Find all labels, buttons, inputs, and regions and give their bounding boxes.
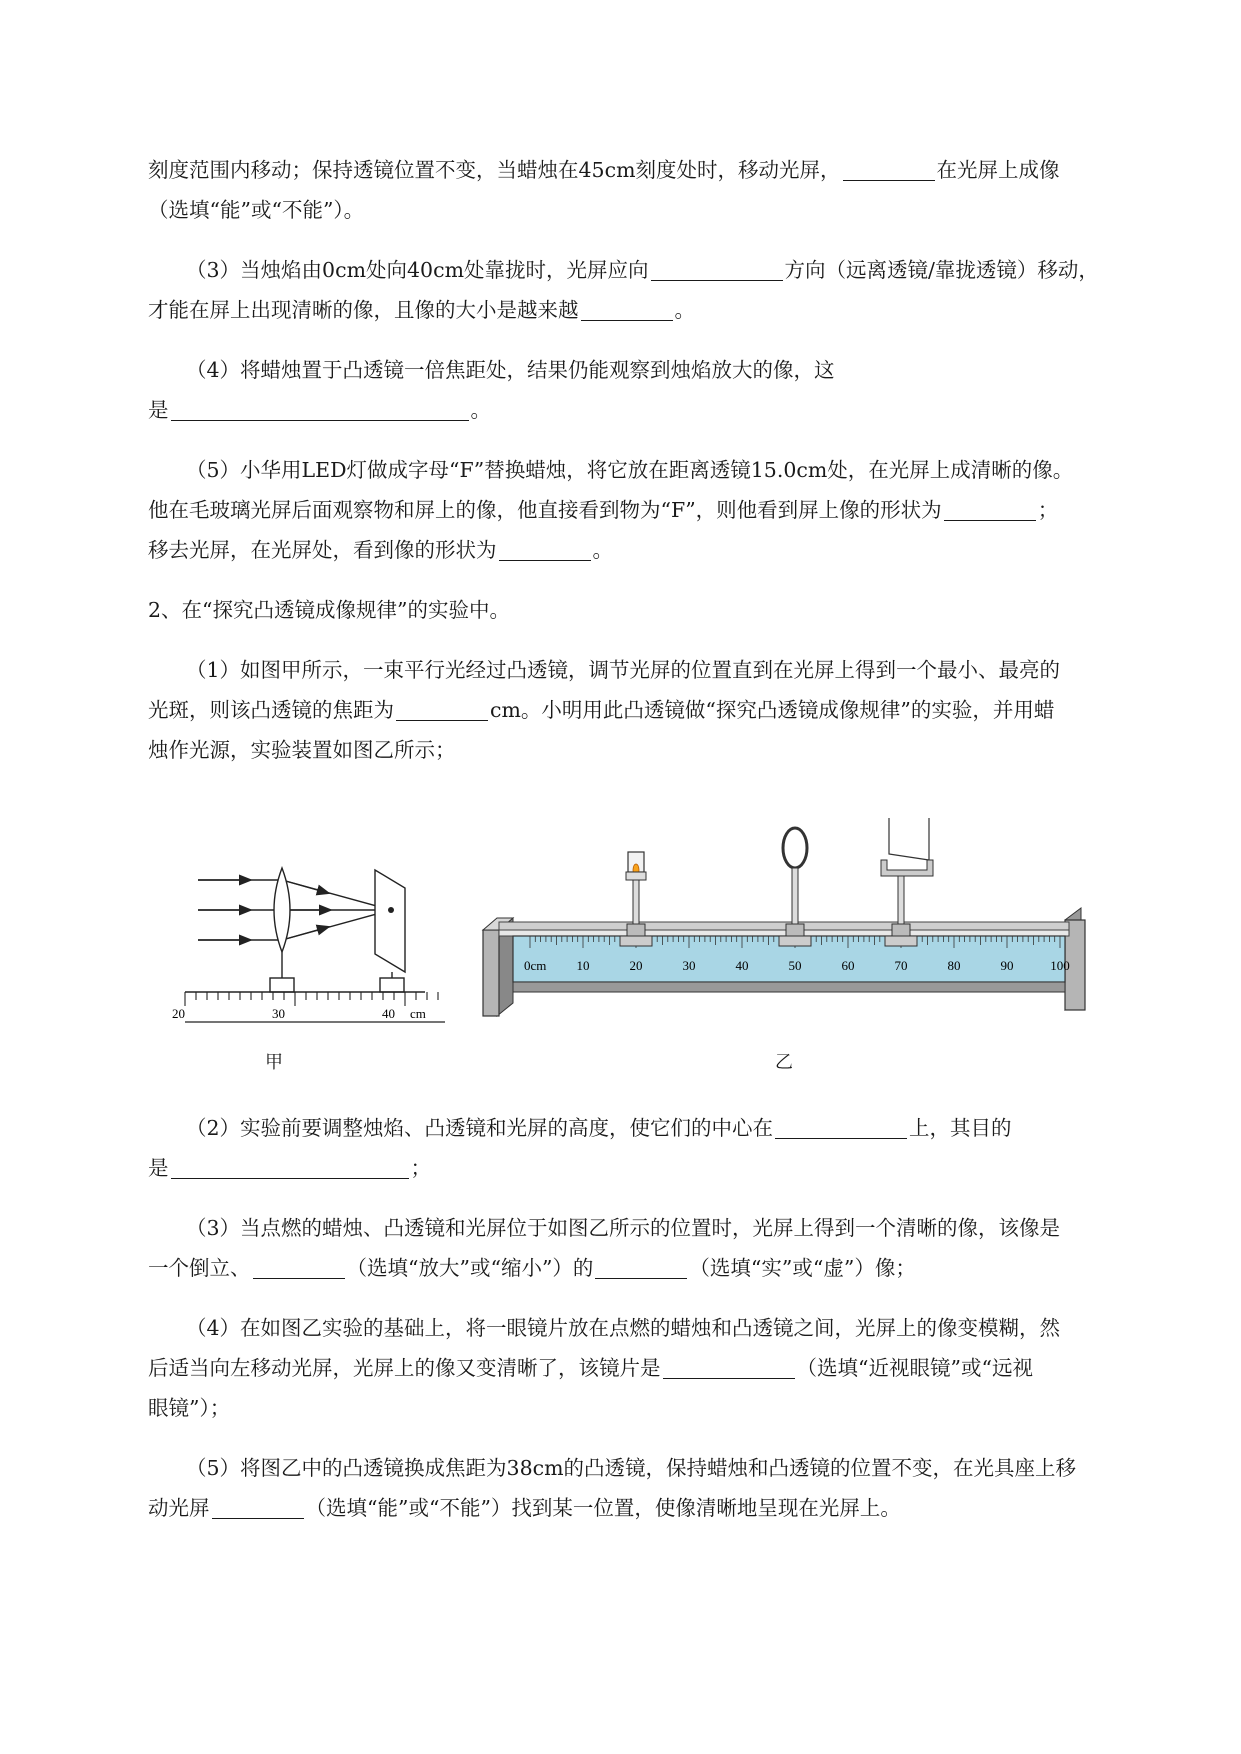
answer-blank[interactable] — [212, 1496, 304, 1519]
q1-p3-text-c: 才能在屏上出现清晰的像，且像的大小是越来越 — [148, 298, 579, 322]
q1-p3-line2 — [148, 290, 1164, 330]
q2-p5-text-a: （5）将图乙中的凸透镜换成焦距为38cm的凸透镜，保持蜡烛和凸透镜的位置不变，在光具座上移 — [186, 1456, 1077, 1480]
q2-p4-line1 — [148, 1308, 1202, 1348]
q1-p5-text-a: （5）小华用LED灯做成字母“F”替换蜡烛，将它放在距离透镜15.0cm处，在光屏上成清晰的像。 — [186, 458, 1074, 482]
q2-p3-text-b: 一个倒立、 — [148, 1256, 251, 1280]
q2-p2-text-c: 是 — [148, 1156, 169, 1180]
q2-p3-text-d: （选填“实”或“虚”）像； — [689, 1256, 916, 1280]
ruler-tick-label: 20 — [629, 958, 643, 973]
q2-p4-text-c: （选填“近视眼镜”或“远视 — [796, 1356, 1033, 1380]
jia-tick-label: 20 — [172, 1006, 185, 1021]
q2-p4-text-b: 后适当向左移动光屏，光屏上的像又变清晰了，该镜片是 — [148, 1356, 661, 1380]
q2-p5-text-b: 动光屏 — [148, 1496, 210, 1520]
q2-p4-text-d: 眼镜”）； — [148, 1396, 231, 1420]
answer-blank[interactable] — [396, 698, 488, 721]
figure-jia — [170, 860, 460, 1040]
q2-p5-line1 — [148, 1448, 1202, 1488]
answer-blank[interactable] — [595, 1256, 687, 1279]
answer-blank[interactable] — [944, 498, 1036, 521]
q2-p2-text-d: ； — [410, 1156, 431, 1180]
jia-tick-label: 40 — [382, 1006, 395, 1021]
q2-p4-line2 — [148, 1348, 1164, 1388]
q1-line-b-text: （选填“能”或“不能”）。 — [148, 198, 365, 222]
q2-p5-text-c: （选填“能”或“不能”）找到某一位置，使像清晰地呈现在光屏上。 — [305, 1496, 901, 1520]
answer-blank[interactable] — [171, 1156, 409, 1179]
answer-blank[interactable] — [581, 298, 673, 321]
q2-p3-text-c: （选填“放大”或“缩小”）的 — [346, 1256, 594, 1280]
ruler-tick-label: 40 — [735, 958, 749, 973]
ruler-tick-label: 90 — [1000, 958, 1014, 973]
q2-p2-line2 — [148, 1148, 1164, 1188]
q2-p4-text-a: （4）在如图乙实验的基础上，将一眼镜片放在点燃的蜡烛和凸透镜之间，光屏上的像变模糊，然 — [186, 1316, 1061, 1340]
q1-p5-line3 — [148, 530, 1164, 570]
ruler-tick-label: 30 — [682, 958, 696, 973]
q1-p5-text-c-tail: 。 — [592, 538, 613, 562]
answer-blank[interactable] — [843, 158, 935, 181]
q1-p5-text-b-tail: ； — [1037, 498, 1059, 522]
q2-p5-line2 — [148, 1488, 1164, 1528]
q1-p5-line1 — [148, 450, 1202, 490]
answer-blank[interactable] — [651, 258, 783, 281]
bench-rail — [499, 922, 1069, 930]
q1-p5-text-b: 他在毛玻璃光屏后面观察物和屏上的像，他直接看到物为“F”，则他看到屏上像的形状为 — [148, 498, 942, 522]
answer-blank[interactable] — [171, 398, 469, 421]
answer-blank[interactable] — [499, 538, 591, 561]
ruler-tick-label: 0cm — [524, 958, 547, 973]
figure-yi — [475, 818, 1125, 1018]
q1-p5-line2 — [148, 490, 1164, 530]
q2-p1-text-d: 烛作光源，实验装置如图乙所示； — [148, 738, 456, 762]
q2-p1-line3 — [148, 730, 1164, 770]
q2-p1-text-b: 光斑，则该凸透镜的焦距为 — [148, 698, 394, 722]
q2-p3-line1 — [148, 1208, 1202, 1248]
answer-blank[interactable] — [663, 1356, 795, 1379]
bench-left-support — [483, 930, 499, 1016]
ruler-tick-label: 80 — [947, 958, 961, 973]
q1-p4-text-b: 是 — [148, 398, 169, 422]
q1-p4-text-c: 。 — [470, 398, 491, 422]
ruler-tick-label: 10 — [576, 958, 590, 973]
jia-unit-label: cm — [410, 1006, 426, 1021]
light-screen-icon — [375, 870, 405, 972]
q1-line-a — [148, 150, 1164, 190]
answer-blank[interactable] — [253, 1256, 345, 1279]
ruler-tick-label: 60 — [841, 958, 855, 973]
q2-p1-line2 — [148, 690, 1164, 730]
q1-line-a-tail: 在光屏上成像 — [936, 158, 1060, 182]
figure-jia-caption: 甲 — [265, 1052, 283, 1073]
q2-p1-text-a: （1）如图甲所示，一束平行光经过凸透镜，调节光屏的位置直到在光屏上得到一个最小、最亮的 — [186, 658, 1061, 682]
q2-p3-text-a: （3）当点燃的蜡烛、凸透镜和光屏位于如图乙所示的位置时，光屏上得到一个清晰的像，该像是 — [186, 1216, 1061, 1240]
q1-p3-text-b: 方向（远离透镜/靠拢透镜）移动， — [784, 258, 1099, 282]
q1-p4-text-a: （4）将蜡烛置于凸透镜一倍焦距处，结果仍能观察到烛焰放大的像，这 — [186, 358, 835, 382]
q1-p3-line1 — [148, 250, 1202, 290]
jia-tick-label: 30 — [272, 1006, 285, 1021]
q2-p1-line1 — [148, 650, 1202, 690]
q2-p4-line3 — [148, 1388, 1164, 1428]
q2-p1-text-c: cm。小明用此凸透镜做“探究凸透镜成像规律”的实验，并用蜡 — [490, 698, 1055, 722]
ruler-tick-label: 100 — [1050, 958, 1070, 973]
q2-title — [148, 590, 1164, 630]
q1-p3-text-d: 。 — [674, 298, 695, 322]
figure-yi-caption: 乙 — [775, 1052, 793, 1073]
q2-p2-text-a: （2）实验前要调整烛焰、凸透镜和光屏的高度，使它们的中心在 — [186, 1116, 774, 1140]
q2-p3-line2 — [148, 1248, 1164, 1288]
focal-point — [388, 907, 394, 913]
q1-p4-line2 — [148, 390, 1164, 430]
q1-p5-text-c: 移去光屏，在光屏处，看到像的形状为 — [148, 538, 497, 562]
q1-p3-text-a: （3）当烛焰由0cm处向40cm处靠拢时，光屏应向 — [186, 258, 649, 282]
q1-line-a-text: 刻度范围内移动；保持透镜位置不变，当蜡烛在45cm刻度处时，移动光屏， — [148, 158, 841, 182]
q2-p2-text-b: 上，其目的 — [909, 1116, 1012, 1140]
q2-title-text: 2、在“探究凸透镜成像规律”的实验中。 — [148, 598, 511, 622]
answer-blank[interactable] — [775, 1116, 907, 1139]
ruler-tick-label: 70 — [894, 958, 908, 973]
q1-p4-line1 — [148, 350, 1202, 390]
ruler-tick-label: 50 — [788, 958, 802, 973]
q2-p2-line1 — [148, 1108, 1202, 1148]
q1-line-b — [148, 190, 1164, 230]
